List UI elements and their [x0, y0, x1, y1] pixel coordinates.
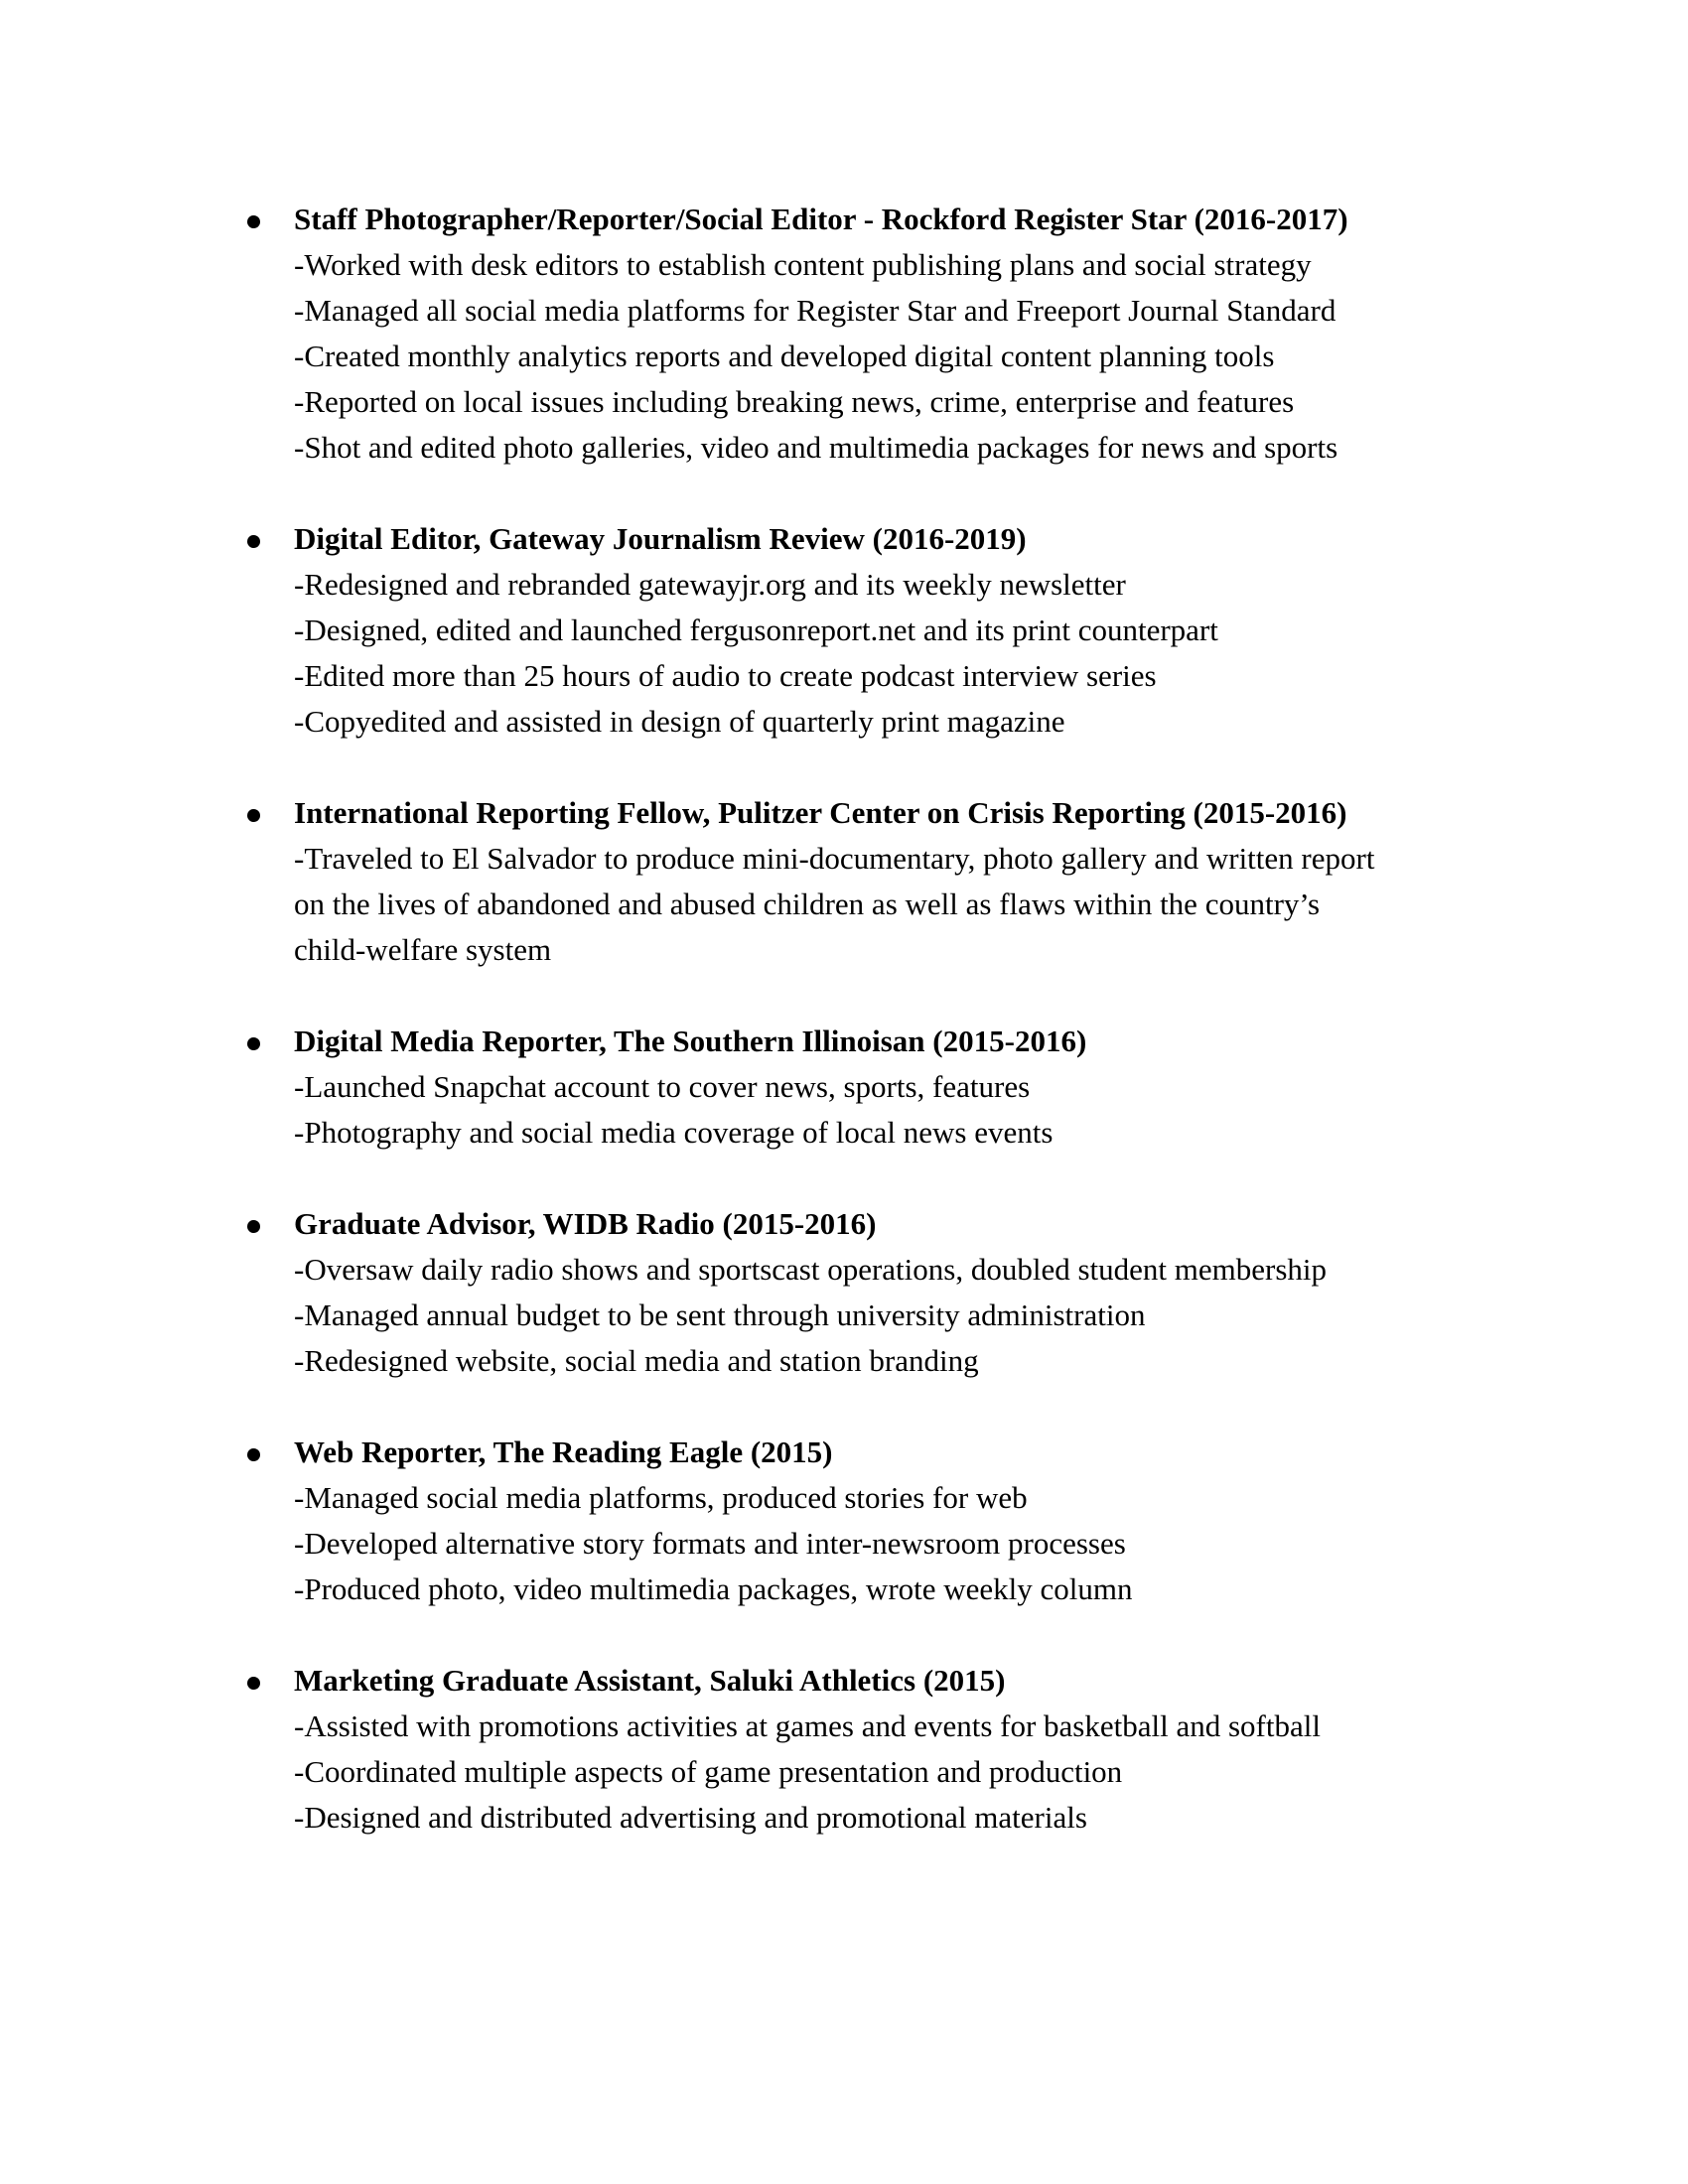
- entry-detail: -Assisted with promotions activities at games and events for basketball and softball: [294, 1708, 1321, 1743]
- entry-detail: -Launched Snapchat account to cover news, sports, features: [294, 1069, 1031, 1104]
- bullet-icon: [247, 1037, 260, 1050]
- entry-detail: -Oversaw daily radio shows and sportscast operations, doubled student membership: [294, 1252, 1328, 1287]
- entry-title: Marketing Graduate Assistant, Saluki Athletics (2015): [294, 1663, 1006, 1698]
- bullet-icon: [247, 535, 260, 548]
- entry-detail: -Worked with desk editors to establish content publishing plans and social strategy: [294, 247, 1312, 282]
- experience-entry: [242, 1430, 1474, 1612]
- entry-detail: -Photography and social media coverage of local news events: [294, 1115, 1054, 1150]
- entry-detail: -Coordinated multiple aspects of game presentation and production: [294, 1754, 1123, 1789]
- experience-entry: [242, 790, 1474, 973]
- entry-detail: -Redesigned and rebranded gatewayjr.org and its weekly newsletter: [294, 567, 1126, 602]
- entry-title: Digital Editor, Gateway Journalism Review (2016-2019): [294, 521, 1027, 556]
- entry-title: International Reporting Fellow, Pulitzer Center on Crisis Reporting (2015-2016): [294, 795, 1347, 830]
- entry-detail: -Copyedited and assisted in design of quarterly print magazine: [294, 704, 1065, 739]
- experience-entry: [242, 516, 1474, 745]
- entry-detail: -Managed social media platforms, produced stories for web: [294, 1480, 1028, 1515]
- entry-detail: -Designed and distributed advertising and promotional materials: [294, 1800, 1087, 1835]
- entry-detail: on the lives of abandoned and abused children as well as flaws within the country’s: [294, 887, 1321, 921]
- bullet-icon: [247, 809, 260, 822]
- bullet-icon: [247, 1448, 260, 1461]
- bullet-icon: [247, 1220, 260, 1233]
- entry-detail: -Produced photo, video multimedia packages, wrote weekly column: [294, 1571, 1133, 1606]
- entry-title: Graduate Advisor, WIDB Radio (2015-2016): [294, 1206, 877, 1241]
- entry-detail: -Managed annual budget to be sent through university administration: [294, 1297, 1146, 1332]
- bullet-icon: [247, 1677, 260, 1690]
- entry-detail: -Developed alternative story formats and inter-newsroom processes: [294, 1526, 1126, 1561]
- entry-title: Web Reporter, The Reading Eagle (2015): [294, 1434, 833, 1469]
- experience-list: [242, 197, 1474, 1886]
- experience-entry: [242, 1658, 1474, 1841]
- entry-detail: -Managed all social media platforms for Register Star and Freeport Journal Standard: [294, 293, 1336, 328]
- entry-title: Staff Photographer/Reporter/Social Editor - Rockford Register Star (2016-2017): [294, 202, 1348, 236]
- entry-detail: -Redesigned website, social media and station branding: [294, 1343, 979, 1378]
- entry-detail: -Traveled to El Salvador to produce mini-documentary, photo gallery and written report: [294, 841, 1375, 876]
- experience-entry: [242, 197, 1474, 471]
- entry-detail: -Reported on local issues including breaking news, crime, enterprise and features: [294, 384, 1295, 419]
- entry-detail: -Edited more than 25 hours of audio to create podcast interview series: [294, 658, 1157, 693]
- entry-detail: -Created monthly analytics reports and developed digital content planning tools: [294, 339, 1275, 373]
- entry-title: Digital Media Reporter, The Southern Illinoisan (2015-2016): [294, 1024, 1087, 1058]
- entry-detail: -Shot and edited photo galleries, video and multimedia packages for news and sports: [294, 430, 1338, 465]
- experience-entry: [242, 1019, 1474, 1156]
- experience-entry: [242, 1201, 1474, 1384]
- bullet-icon: [247, 215, 260, 228]
- entry-detail: child-welfare system: [294, 932, 552, 967]
- entry-detail: -Designed, edited and launched fergusonreport.net and its print counterpart: [294, 613, 1218, 647]
